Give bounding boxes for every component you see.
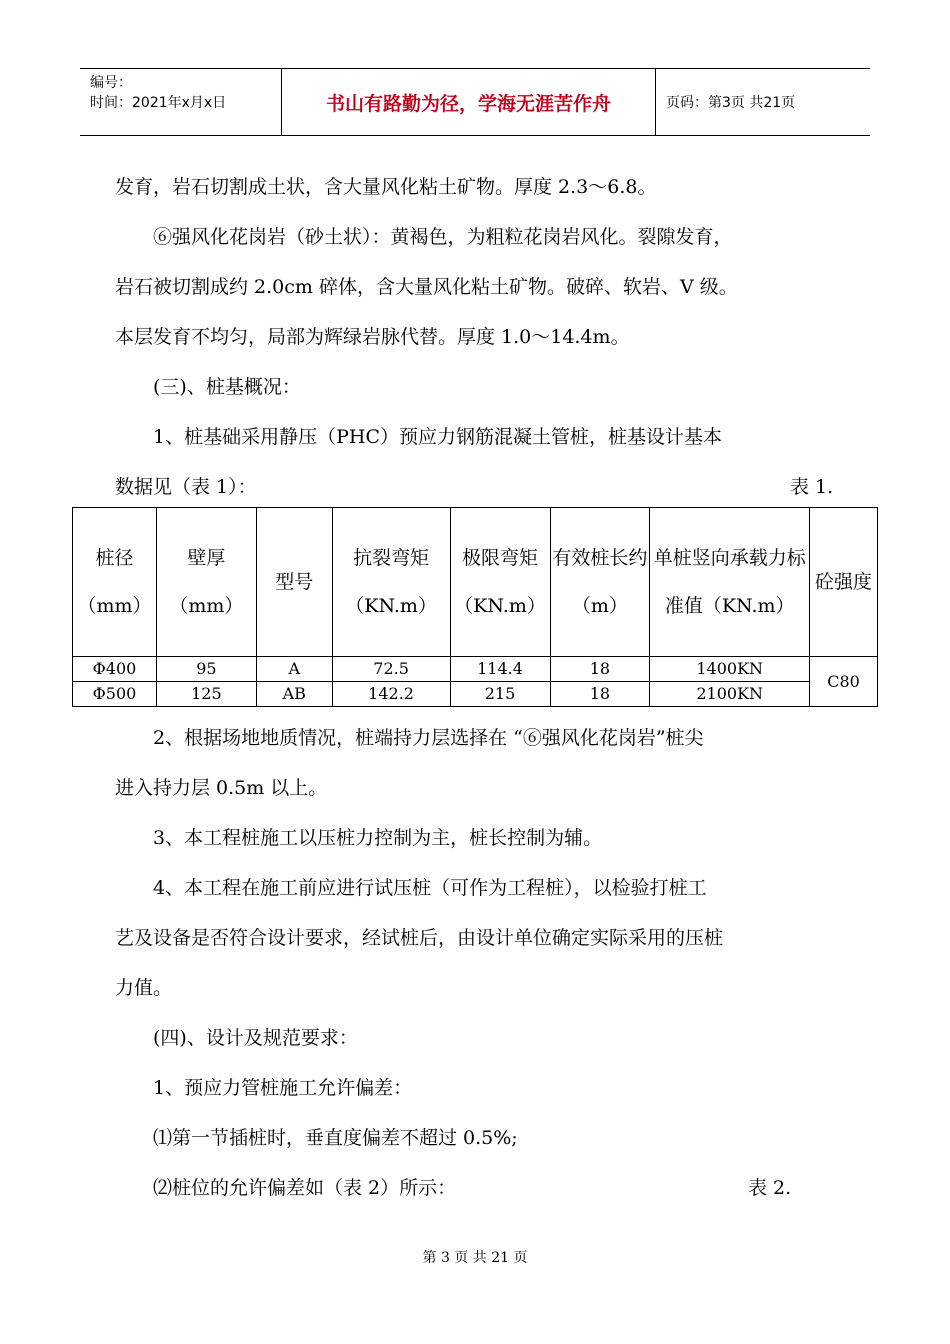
body-line: 艺及设备是否符合设计要求，经试桩后，由设计单位确定实际采用的压桩 [115,927,724,949]
header-page-info: 页码：第3页 共21页 [666,95,796,111]
table-cell: Φ400 [73,657,157,682]
table-cell: 114.4 [450,657,550,682]
table-cell: 18 [550,657,650,682]
table2-label: 表 2. [748,1177,792,1199]
body-line: 进入持力层 0.5m 以上。 [115,777,328,799]
table-cell-strength: C80 [810,657,878,707]
table-header-cell: 型号 [256,508,332,657]
table-cell: 125 [156,682,256,707]
body-line: ⑥强风化花岗岩（砂土状）：黄褐色，为粗粒花岗岩风化。裂隙发育， [115,226,733,248]
body-line: ⑵桩位的允许偏差如（表 2）所示： [115,1177,457,1199]
table-cell: 2100KN [650,682,810,707]
body-line: ⑴第一节插桩时，垂直度偏差不超过 0.5%; [115,1127,518,1149]
table-header-cell: 有效桩长约（m） [550,508,650,657]
table-cell: 18 [550,682,650,707]
header-number: 编号： [90,75,132,91]
table-row [73,682,878,707]
body-line: 岩石被切割成约 2.0cm 碎体，含大量风化粘土矿物。破碎、软岩、V 级。 [115,276,738,298]
header-time: 时间：2021年x月x日 [90,95,227,111]
table-header-cell: 砼强度 [810,508,878,657]
header-meta [80,69,282,135]
table-cell: 95 [156,657,256,682]
section-heading: (三)、桩基概况： [115,376,301,398]
body-line: 本层发育不均匀，局部为辉绿岩脉代替。厚度 1.0～14.4m。 [115,326,630,348]
body-line: 1、桩基础采用静压（PHC）预应力钢筋混凝土管桩，桩基设计基本 [115,426,722,448]
body-line: 发育，岩石切割成土状，含大量风化粘土矿物。厚度 2.3～6.8。 [115,176,657,198]
table-row [73,657,878,682]
body-line: 数据见（表 1）： [115,476,257,498]
body-line: 力值。 [115,977,173,999]
table-cell: 1400KN [650,657,810,682]
table1-label: 表 1. [790,476,834,498]
table-header-cell: 极限弯矩（KN.m） [450,508,550,657]
table-cell: 142.2 [332,682,450,707]
table-header-cell: 壁厚（mm） [156,508,256,657]
body-line: 1、预应力管桩施工允许偏差： [115,1077,413,1099]
body-line: 2、根据场地地质情况，桩端持力层选择在 “⑥强风化花岗岩”桩尖 [115,727,704,749]
header-motto: 书山有路勤为径，学海无涯苦作舟 [282,69,656,135]
page-footer: 第 3 页 共 21 页 [422,1250,528,1266]
pile-data-table [72,507,878,707]
table-cell: Φ500 [73,682,157,707]
body-line: 3、本工程桩施工以压桩力控制为主，桩长控制为辅。 [115,827,603,849]
table-header-row [73,508,878,657]
table-header-cell: 桩径（mm） [73,508,157,657]
table-cell: 72.5 [332,657,450,682]
body-line: 4、本工程在施工前应进行试压桩（可作为工程桩），以检验打桩工 [115,877,707,899]
table-header-cell: 单桩竖向承载力标准值（KN.m） [650,508,810,657]
table-header-cell: 抗裂弯矩（KN.m） [332,508,450,657]
table-cell: AB [256,682,332,707]
page-header [80,68,870,136]
table-cell: A [256,657,332,682]
table-cell: 215 [450,682,550,707]
section-heading: (四)、设计及规范要求： [115,1027,358,1049]
